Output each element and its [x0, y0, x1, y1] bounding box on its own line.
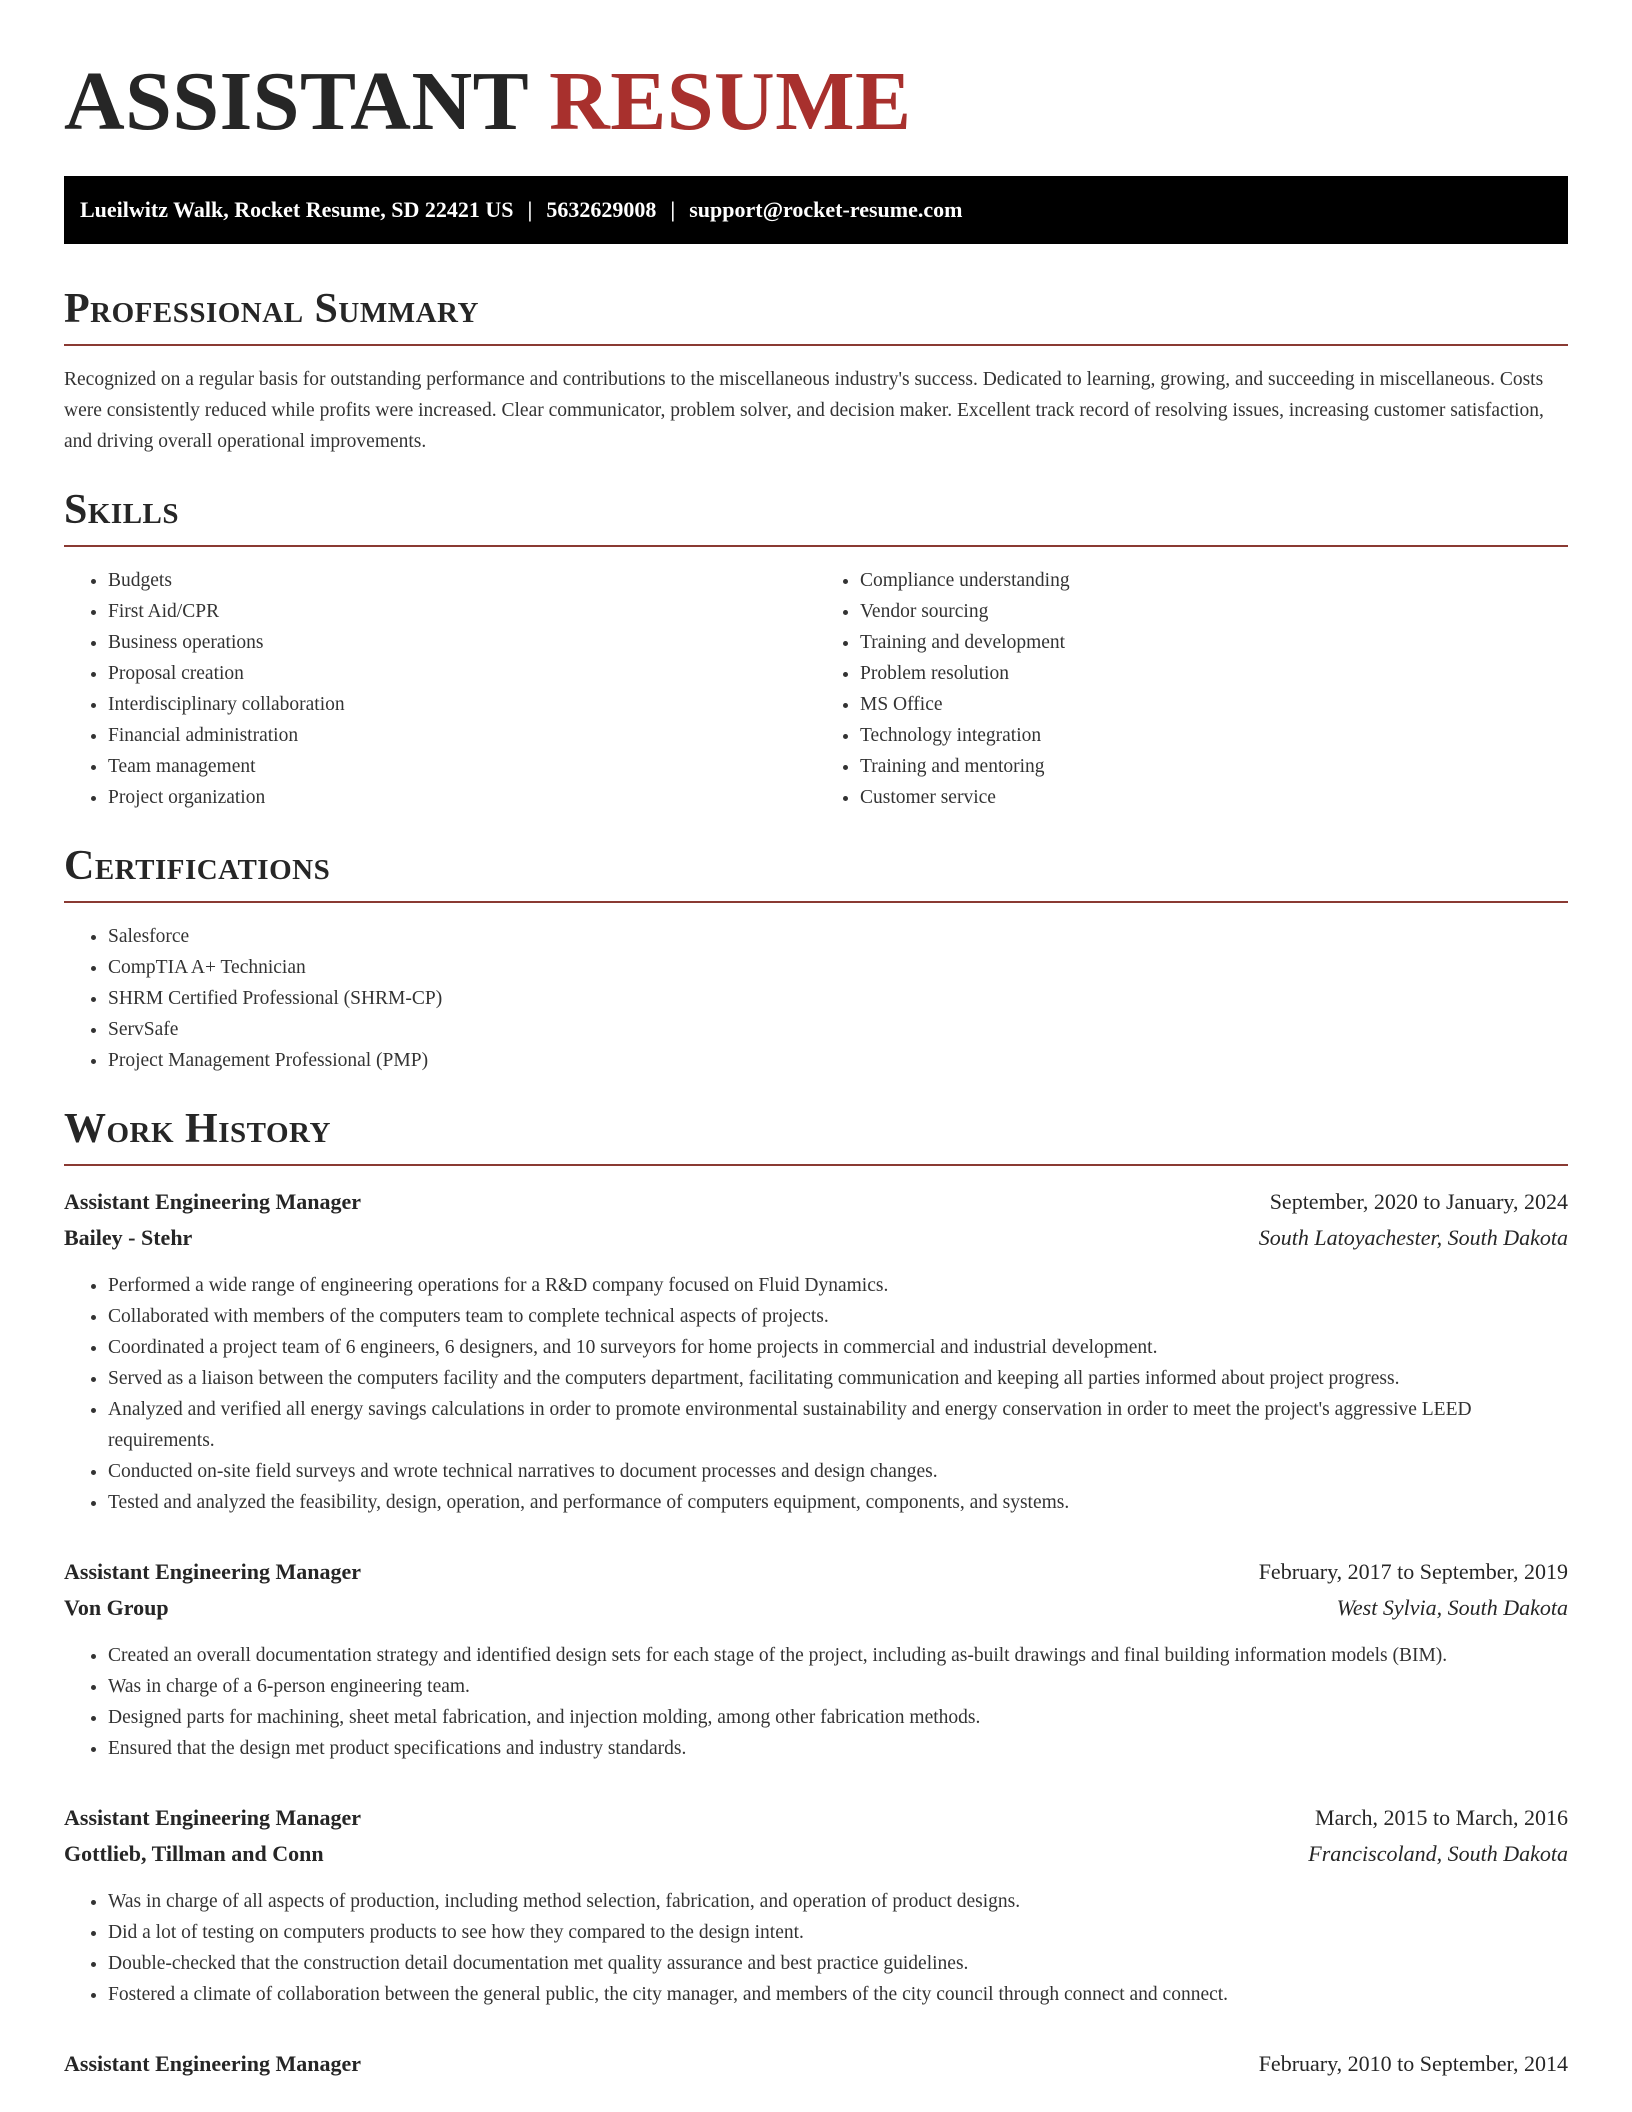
job-bullet: • Conducted on-site field surveys and wrote technical narratives to document processes and design changes. [108, 1456, 1568, 1487]
certification-item: • ServSafe [108, 1014, 1568, 1045]
job-header-row [64, 2046, 1568, 2082]
skills-list-left [64, 565, 816, 813]
job-bullet: • Double-checked that the construction detail documentation met quality assurance and best practice guidelines. [108, 1948, 1568, 1979]
skill-item: • Team management [108, 751, 816, 782]
certifications-list [64, 921, 1568, 1076]
skill-item: • Customer service [860, 782, 1568, 813]
certification-item: • CompTIA A+ Technician [108, 952, 1568, 983]
title-accent: RESUME [549, 55, 912, 148]
job-title: Assistant Engineering Manager [64, 1559, 361, 1584]
work-history-section [64, 1104, 1568, 2082]
job-bullet: • Fostered a climate of collaboration between the general public, the city manager, and members of the city council through connect and connect. [108, 1979, 1568, 2010]
contact-phone: 5632629008 [546, 197, 657, 222]
skills-section [64, 485, 1568, 813]
job-location: South Latoyachester, South Dakota [1258, 1225, 1568, 1250]
skill-item: • Proposal creation [108, 658, 816, 689]
job-bullet: • Was in charge of a 6-person engineering team. [108, 1671, 1568, 1702]
skill-item: • Training and development [860, 627, 1568, 658]
job-title: Assistant Engineering Manager [64, 2051, 361, 2076]
job-title: Assistant Engineering Manager [64, 1189, 361, 1214]
certification-item: • Salesforce [108, 921, 1568, 952]
job-dates: March, 2015 to March, 2016 [1315, 1805, 1568, 1830]
contact-address: Lueilwitz Walk, Rocket Resume, SD 22421 US [80, 197, 514, 222]
job-location: Franciscoland, South Dakota [1308, 1841, 1568, 1866]
summary-section [64, 284, 1568, 457]
title-main: ASSISTANT [64, 55, 528, 148]
job-bullet: • Coordinated a project team of 6 engineers, 6 designers, and 10 surveyors for home projects in commercial and industrial development. [108, 1332, 1568, 1363]
job-company: Bailey - Stehr [64, 1225, 193, 1250]
resume-title [64, 0, 1568, 164]
work-history-heading: Work History [64, 1104, 1568, 1166]
job-bullet: • Collaborated with members of the computers team to complete technical aspects of projects. [108, 1301, 1568, 1332]
certification-item: • SHRM Certified Professional (SHRM-CP) [108, 983, 1568, 1014]
job-company-row [64, 1836, 1568, 1872]
job-bullet: • Created an overall documentation strategy and identified design sets for each stage of the project, including as-built drawings and final building information models (BIM). [108, 1640, 1568, 1671]
job-company: Gottlieb, Tillman and Conn [64, 1841, 324, 1866]
job-entry [64, 1800, 1568, 2010]
job-dates: September, 2020 to January, 2024 [1269, 1189, 1568, 1214]
job-header-row [64, 1800, 1568, 1836]
job-bullet: • Tested and analyzed the feasibility, design, operation, and performance of computers equipment, components, and systems. [108, 1487, 1568, 1518]
skill-item: • Business operations [108, 627, 816, 658]
certifications-heading: Certifications [64, 841, 1568, 903]
job-bullets [64, 1886, 1568, 2010]
skills-heading: Skills [64, 485, 1568, 547]
certification-item: • Project Management Professional (PMP) [108, 1045, 1568, 1076]
skill-item: • First Aid/CPR [108, 596, 816, 627]
job-title: Assistant Engineering Manager [64, 1805, 361, 1830]
skills-list-right [816, 565, 1568, 813]
job-header-row [64, 1184, 1568, 1220]
skill-item: • Compliance understanding [860, 565, 1568, 596]
job-entry [64, 1554, 1568, 1764]
job-dates: February, 2010 to September, 2014 [1258, 2051, 1568, 2076]
job-entry [64, 1184, 1568, 1518]
job-company-row [64, 1590, 1568, 1626]
skill-item: • Interdisciplinary collaboration [108, 689, 816, 720]
job-location: West Sylvia, South Dakota [1336, 1595, 1568, 1620]
skill-item: • MS Office [860, 689, 1568, 720]
job-bullet: • Performed a wide range of engineering operations for a R&D company focused on Fluid Dynamics. [108, 1270, 1568, 1301]
skills-grid [64, 547, 1568, 813]
skill-item: • Training and mentoring [860, 751, 1568, 782]
skill-item: • Project organization [108, 782, 816, 813]
skill-item: • Financial administration [108, 720, 816, 751]
summary-heading: Professional Summary [64, 284, 1568, 346]
job-bullet: • Served as a liaison between the computers facility and the computers department, facilitating communication and keeping all parties informed about project progress. [108, 1363, 1568, 1394]
job-bullets [64, 1270, 1568, 1518]
job-dates: February, 2017 to September, 2019 [1258, 1559, 1568, 1584]
certifications-section [64, 841, 1568, 1076]
summary-text: Recognized on a regular basis for outstanding performance and contributions to the miscellaneous industry's success. Dedicated to learning, growing, and succeeding in miscellaneous. Costs were consistently reduced while profits were increased. Clear communicator, problem solver, and decision maker. Excellent track record of resolving issues, increasing customer satisfaction, and driving overall operational improvements. [64, 369, 1544, 452]
job-bullet: • Was in charge of all aspects of production, including method selection, fabrication, and operation of product designs. [108, 1886, 1568, 1917]
contact-separator: | [670, 197, 676, 222]
skill-item: • Vendor sourcing [860, 596, 1568, 627]
job-bullet: • Analyzed and verified all energy savings calculations in order to promote environmental sustainability and energy conservation in order to meet the project's aggressive LEED requirements. [108, 1394, 1568, 1456]
skill-item: • Budgets [108, 565, 816, 596]
job-entry [64, 2046, 1568, 2082]
contact-bar [64, 176, 1568, 244]
job-list [64, 1184, 1568, 2082]
skill-item: • Technology integration [860, 720, 1568, 751]
job-header-row [64, 1554, 1568, 1590]
job-bullets [64, 1640, 1568, 1764]
job-company: Von Group [64, 1595, 169, 1620]
contact-email: support@rocket-resume.com [689, 197, 963, 222]
skill-item: • Problem resolution [860, 658, 1568, 689]
job-bullet: • Designed parts for machining, sheet metal fabrication, and injection molding, among other fabrication methods. [108, 1702, 1568, 1733]
job-bullet: • Did a lot of testing on computers products to see how they compared to the design intent. [108, 1917, 1568, 1948]
contact-separator: | [527, 197, 533, 222]
job-company-row [64, 1220, 1568, 1256]
job-bullet: • Ensured that the design met product specifications and industry standards. [108, 1733, 1568, 1764]
